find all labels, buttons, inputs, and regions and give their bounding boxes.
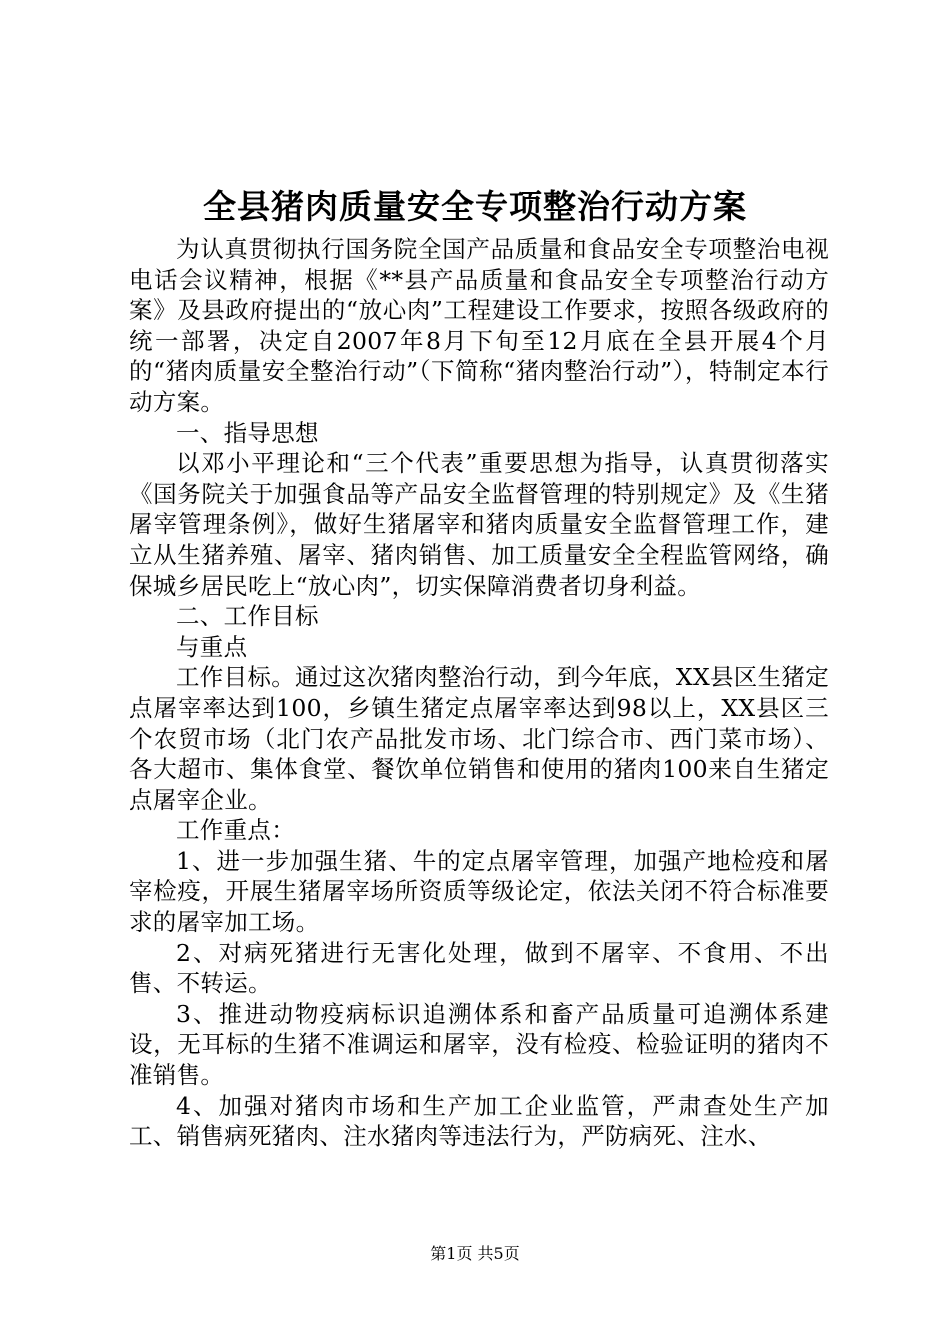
- paragraph-guiding-thought: 以邓小平理论和“三个代表”重要思想为指导，认真贯彻落实《国务院关于加强食品等产品安全监督管理的特别规定》及《生猪屠宰管理条例》，做好生猪屠宰和猪肉质量安全监督管理工作，建立从生猪养殖、屠宰、猪肉销售、加工质量安全全程监管网络，确保城乡居民吃上“放心肉”，切实保障消费者切身利益。: [129, 449, 829, 600]
- subheading-work-focus: 工作重点：: [176, 816, 295, 845]
- section-heading-guiding-thought: 一、指导思想: [176, 418, 319, 447]
- list-item-1: 1、进一步加强生猪、牛的定点屠宰管理，加强产地检疫和屠宰检疫，开展生猪屠宰场所资质等级论定，依法关闭不符合标准要求的屠宰加工场。: [129, 846, 829, 937]
- list-item-4: 4、加强对猪肉市场和生产加工企业监管，严肃查处生产加工、销售病死猪肉、注水猪肉等违法行为，严防病死、注水、: [129, 1091, 829, 1151]
- page-number-footer: 第1页 共5页: [430, 1244, 520, 1263]
- paragraph-intro: 为认真贯彻执行国务院全国产品质量和食品安全专项整治电视电话会议精神，根据《**县产品质量和食品安全专项整治行动方案》及县政府提出的“放心肉”工程建设工作要求，按照各级政府的统一部署，决定自2007年8月下旬至12月底在全县开展4个月的“猪肉质量安全整治行动”（下简称“猪肉整治行动”），特制定本行动方案。: [129, 235, 829, 416]
- document-body: [129, 234, 829, 1152]
- paragraph-work-goals: 工作目标。通过这次猪肉整治行动，到今年底，XX县区生猪定点屠宰率达到100，乡镇生猪定点屠宰率达到98以上，XX县区三个农贸市场（北门农产品批发市场、北门综合市、西门菜市场）、各大超市、集体食堂、餐饮单位销售和使用的猪肉100来自生猪定点屠宰企业。: [129, 663, 829, 814]
- section-heading-work-goals: 二、工作目标: [176, 602, 319, 631]
- section-heading-key-points: 与重点: [176, 632, 248, 661]
- document-title: 全县猪肉质量安全专项整治行动方案: [203, 187, 747, 226]
- list-item-3: 3、推进动物疫病标识追溯体系和畜产品质量可追溯体系建设，无耳标的生猪不准调运和屠宰，没有检疫、检验证明的猪肉不准销售。: [129, 999, 829, 1090]
- list-item-2: 2、对病死猪进行无害化处理，做到不屠宰、不食用、不出售、不转运。: [129, 938, 829, 998]
